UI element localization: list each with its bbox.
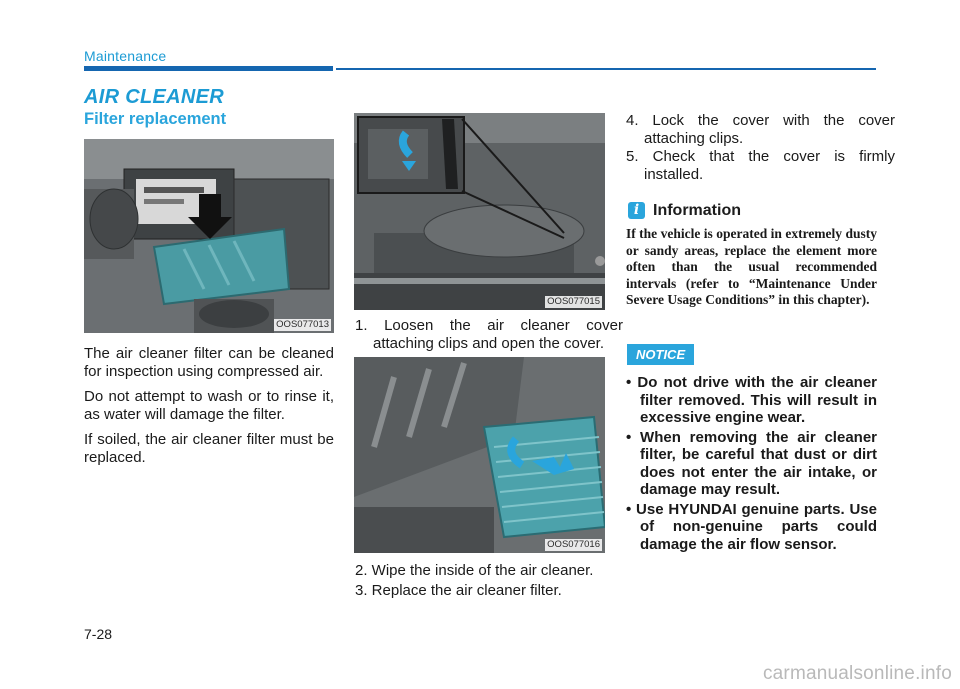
step-4: 4. Lock the cover with the cover attaching clips. <box>626 112 895 147</box>
paragraph-do-not-wash: Do not attempt to wash or to rinse it, as water will damage the filter. <box>84 388 334 423</box>
paragraph-compressed-air: The air cleaner filter can be cleaned for inspection using compressed air. <box>84 345 334 380</box>
figure-caption: OOS077015 <box>547 296 600 307</box>
engine-bay-illustration <box>84 139 334 333</box>
page-title: AIR CLEANER <box>84 86 224 108</box>
paragraph-replace-if-soiled: If soiled, the air cleaner filter must be replaced. <box>84 431 334 466</box>
figure-air-cleaner-location <box>84 139 334 333</box>
watermark: carmanualsonline.info <box>762 663 952 684</box>
notice-bullet: • Use HYUNDAI genuine parts. Use of non-genuine parts could damage the air flow sensor. <box>626 500 877 553</box>
notice-bullet-list <box>626 374 877 553</box>
figure-caption: OOS077016 <box>547 539 600 550</box>
step-2: 2. Wipe the inside of the air cleaner. <box>355 562 594 579</box>
notice-bullet: • Do not drive with the air cleaner filter removed. This will result in excessive engine wear. <box>626 374 877 426</box>
step-5: 5. Check that the cover is firmly installed. <box>626 148 895 183</box>
page-number: 7-28 <box>84 626 113 642</box>
figure-cover-clips <box>354 113 605 310</box>
figure-caption: OOS077013 <box>276 319 329 330</box>
notice-bullet: • When removing the air cleaner filter, be careful that dust or dirt does not enter the air intake, or damage may result. <box>626 428 877 498</box>
step-1: 1. Loosen the air cleaner cover attaching clips and open the cover. <box>355 317 623 352</box>
left-column-text <box>84 345 334 466</box>
information-text: If the vehicle is operated in extremely dusty or sandy areas, replace the element more often than the usual recommended intervals (refer to “Maintenance Under Severe Usage Conditions” in this chapter). <box>626 226 877 307</box>
section-header: Maintenance <box>84 48 167 64</box>
information-heading: Information <box>653 202 741 219</box>
header-rule-thin <box>336 68 876 70</box>
section-subtitle: Filter replacement <box>84 110 227 128</box>
notice-badge: NOTICE <box>627 344 694 365</box>
figure-filter-replacement <box>354 357 605 553</box>
step-3: 3. Replace the air cleaner filter. <box>355 582 562 599</box>
filter-replacement-illustration <box>354 357 605 553</box>
header-rule-thick <box>84 66 333 71</box>
information-icon: i <box>628 202 645 219</box>
cover-clips-illustration <box>354 113 605 310</box>
